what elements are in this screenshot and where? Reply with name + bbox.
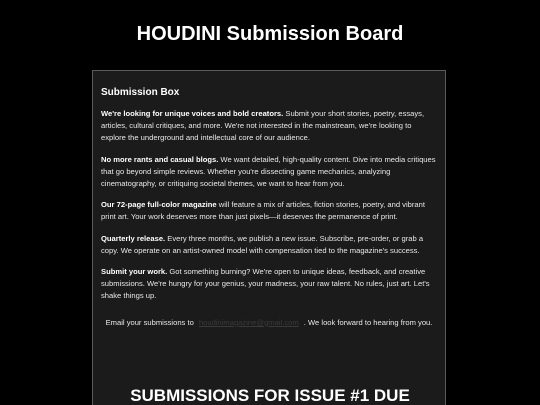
paragraph-lead: Quarterly release. — [101, 233, 166, 243]
paragraph-quarterly — [101, 233, 437, 257]
paragraph-lead: Our 72-page full-color magazine — [101, 200, 217, 210]
paragraph-text: We want detailed, high-quality content. Dive into media critiques that go beyond simple reviews. Whether you're dissecting game mechanics, analyzing cinematography, or critiquing societal themes, we want to hear from you. — [101, 154, 436, 189]
paragraph-no-rants — [101, 154, 437, 191]
paragraph-submit-work — [101, 266, 437, 303]
paragraph-lead: No more rants and casual blogs. — [101, 154, 219, 164]
paragraph-text: Submit your short stories, poetry, essays, articles, cultural critiques, and more. We're not interested in the mainstream, we're looking to explore the underground and intellectual core of our audience. — [101, 109, 425, 143]
email-suffix: . We look forward to hearing from you. — [303, 317, 433, 327]
paragraph-magazine — [101, 199, 437, 223]
email-link[interactable]: houdinimagazine@gmail.com — [198, 317, 299, 327]
paragraph-lead: We're looking for unique voices and bold creators. — [101, 109, 284, 118]
page-title: HOUDINI Submission Board — [136, 23, 404, 45]
email-prefix: Email your submissions to — [105, 317, 194, 327]
paragraph-lead: Submit your work. — [101, 267, 168, 277]
submission-box — [92, 70, 446, 405]
submissions-due-banner: SUBMISSIONS FOR ISSUE #1 DUE — [130, 386, 410, 405]
submission-box-title: Submission Box — [101, 87, 180, 98]
paragraph-unique-voices — [101, 108, 437, 145]
email-line — [101, 317, 437, 329]
paragraph-text: Got something burning? We're open to unique ideas, feedback, and creative submissions. We're hungry for your genius, your madness, your raw talent. No rules, just art. Let's shake things up. — [101, 267, 430, 301]
paragraph-text: will feature a mix of articles, fiction stories, poetry, and vibrant print art. Your work deserves more than just pixels—it deserves the permanence of print. — [101, 200, 425, 222]
paragraph-text: Every three months, we publish a new issue. Subscribe, pre-order, or grab a copy. We operate on an artist-owned model with compensation tied to the magazine's success. — [101, 233, 424, 255]
